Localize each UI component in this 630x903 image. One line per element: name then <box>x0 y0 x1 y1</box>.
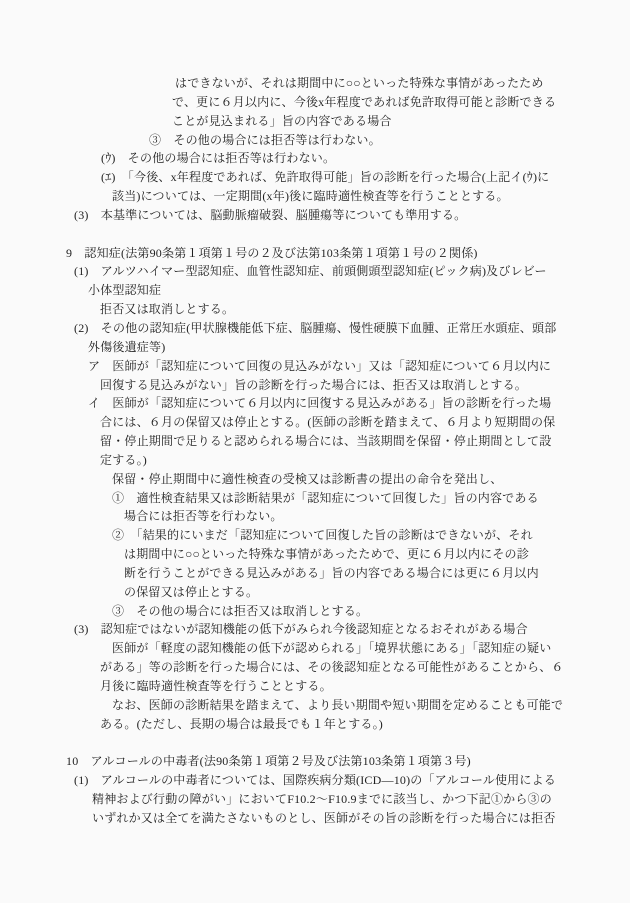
text-line: 精神および行動の障がい」においてF10.2～F10.9までに該当し、かつ下記①から③の <box>92 792 552 807</box>
blank-line <box>0 734 630 753</box>
text-line: 保留・停止期間中に適性検査の受検又は診断書の提出の命令を発出し、 <box>112 471 503 486</box>
text-line: の保留又は停止とする。 <box>124 584 259 599</box>
text-line: ① 適性検査結果又は診断結果が「認知症について回復した」旨の内容である <box>112 490 539 505</box>
text-line: 拒否又は取消しとする。 <box>100 302 235 317</box>
text-line: (ｳ) その他の場合には拒否等は行わない。 <box>101 151 336 166</box>
text-line: ② 「結果的にいまだ「認知症について回復した旨の診断はできないが、それ <box>112 528 533 543</box>
text-line: (3) 本基準については、脳動脈瘤破裂、脳腫瘍等についても準用する。 <box>74 207 467 222</box>
text-line: 小体型認知症 <box>88 283 162 298</box>
text-line: 場合には拒否等を行わない。 <box>124 509 283 524</box>
text-line: 回復する見込みがない」旨の診断を行った場合には、拒否又は取消しとする。 <box>100 377 528 392</box>
text-line: (3) 認知症ではないが認知機能の低下がみられ今後認知症となるおそれがある場合 <box>74 622 528 637</box>
text-line: (1) アルツハイマー型認知症、血管性認知症、前頭側頭型認知症(ピック病)及びレビー <box>74 264 547 279</box>
text-line: (1) アルコールの中毒者については、国際疾病分類(ICD―10)の「アルコール使用による <box>74 773 556 788</box>
text-line: 9 認知症(法第90条第１項第１号の２及び法第103条第１項第１号の２関係) <box>66 245 478 260</box>
blank-line <box>0 225 630 244</box>
text-line: なお、医師の診断結果を踏まえて、より長い期間や短い期間を定めることも可能で <box>112 697 564 712</box>
text-line: はできないが、それは期間中に○○といった特殊な事情があったため <box>175 76 544 90</box>
text-line: ある。(ただし、長期の場合は最長でも１年とする。) <box>100 716 383 731</box>
text-line: ことが見込まれる」旨の内容である場合 <box>172 113 392 128</box>
text-line: 医師が「軽度の認知機能の低下が認められる」「境界状態にある」「認知症の疑い <box>112 641 552 656</box>
text-line: ③ その他の場合には拒否又は取消しとする。 <box>112 603 369 618</box>
text-line: 外傷後遺症等) <box>88 339 166 354</box>
text-line: 該当)については、一定期間(x年)後に臨時適性検査等を行うこととする。 <box>112 189 509 204</box>
text-line: がある」等の診断を行った場合には、その後認知症となる可能性があることから、６ <box>100 660 564 675</box>
text-line: 定する。) <box>100 452 147 467</box>
document-text <box>0 74 630 828</box>
text-line: 合には、６月の保留又は停止とする。(医師の診断を踏まえて、６月より短期間の保 <box>100 415 556 430</box>
text-line: は期間中に○○といった特殊な事情があったためで、更に６月以内にその診 <box>124 547 529 562</box>
text-line: いずれか又は全てを満たさないものとし、医師がその旨の診断を行った場合には拒否 <box>92 810 556 825</box>
text-line: 月後に臨時適性検査等を行うこととする。 <box>100 679 332 693</box>
text-line: イ 医師が「認知症について６月以内に回復する見込みがある」旨の診断を行った場 <box>88 396 552 411</box>
text-line: で、更に６月以内に、今後x年程度であれば免許取得可能と診断できる <box>172 94 557 109</box>
text-line: ③ その他の場合には拒否等は行わない。 <box>149 132 381 147</box>
text-line: (ｴ) 「今後、x年程度であれば、免許取得可能」旨の診断を行った場合(上記イ(ｳ)に <box>101 170 550 185</box>
text-line: ア 医師が「認知症について回復の見込みがない」又は「認知症について６月以内に <box>88 358 552 373</box>
text-line: 留・停止期間で足りると認められる場合には、当該期間を保留・停止期間として設 <box>100 434 552 449</box>
text-line: 断を行うことができる見込みがある」旨の内容である場合には更に６月以内 <box>124 565 539 580</box>
text-line: 10 アルコールの中毒者(法90条第１項第２号及び法第103条第１項第３号) <box>66 754 471 769</box>
text-line: (2) その他の認知症(甲状腺機能低下症、脳腫瘍、慢性硬膜下血腫、正常圧水頭症、頭部 <box>74 320 557 335</box>
